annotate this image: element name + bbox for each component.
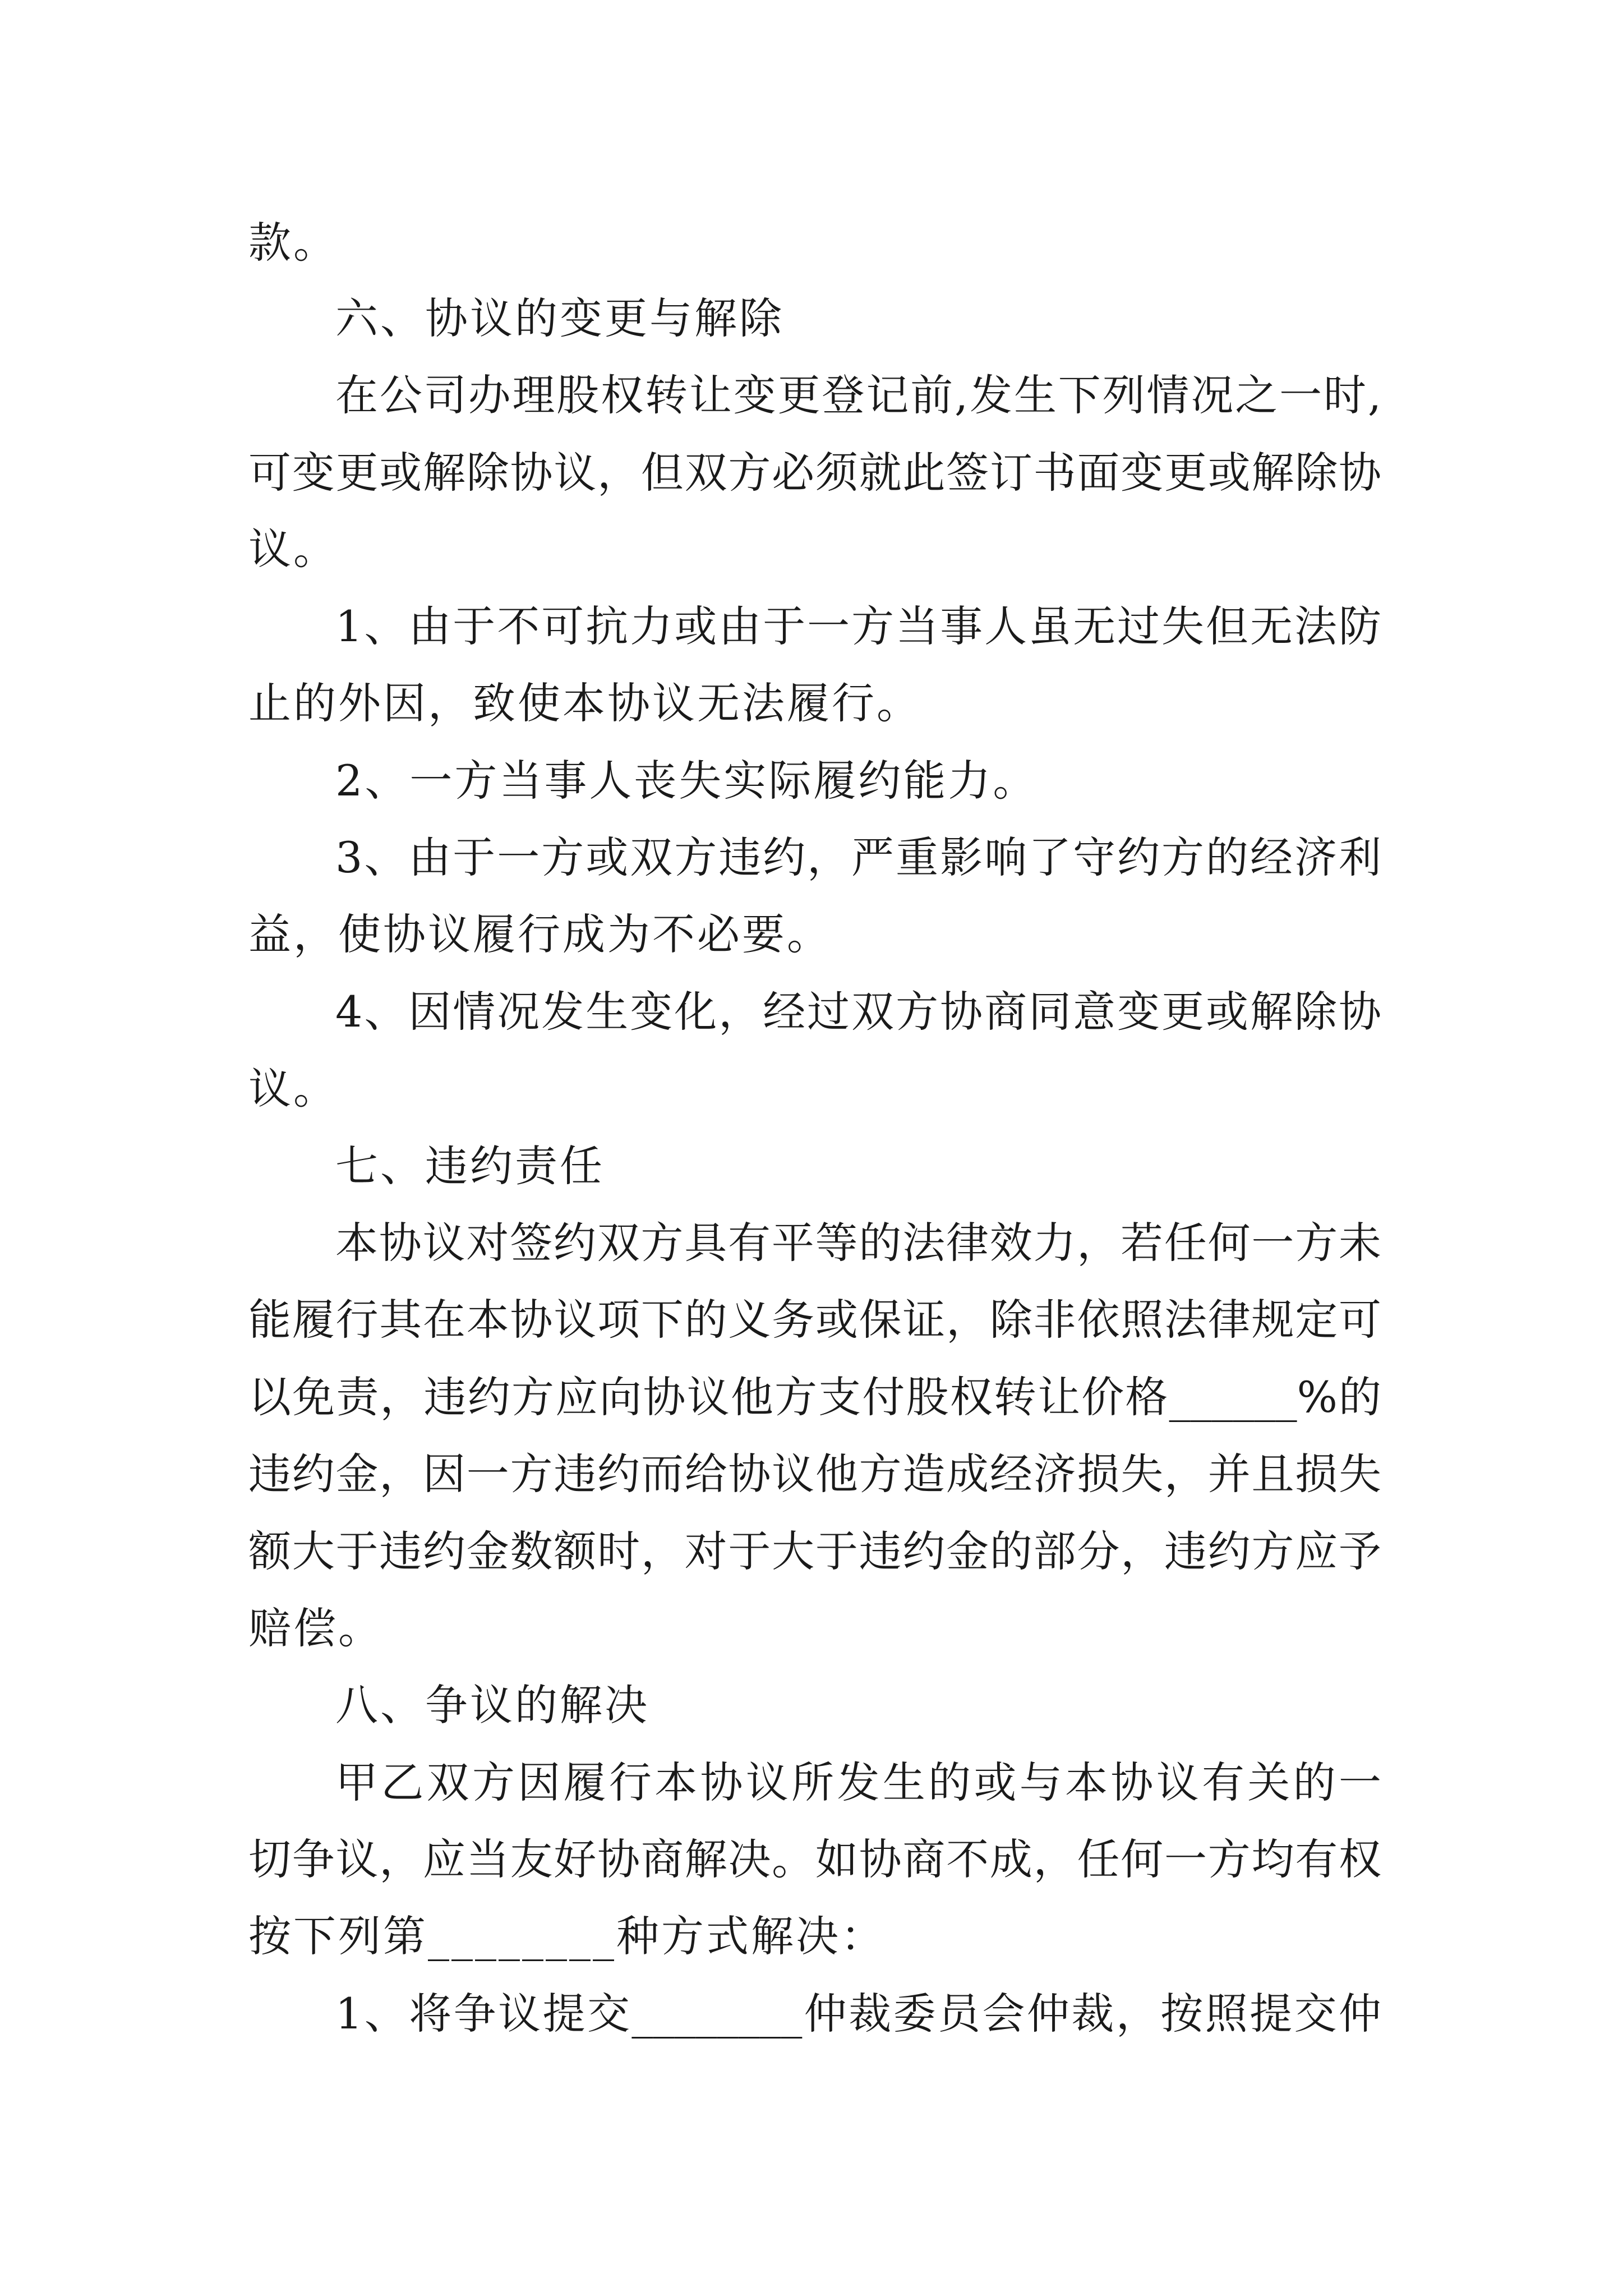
text-line: 在公司办理股权转让变更登记前,发生下列情况之一时,: [335, 370, 1381, 420]
text-line: 3、由于一方或双方违约，严重影响了守约方的经济利: [335, 832, 1381, 882]
section-heading-8: 八、争议的解决: [335, 1680, 649, 1730]
text-line: 2、一方当事人丧失实际履约能力。: [335, 756, 1038, 806]
text-line: 1、将争议提交________仲裁委员会仲裁，按照提交仲: [335, 1989, 1381, 2039]
text-line: 以免责，违约方应向协议他方支付股权转让价格______%的: [248, 1372, 1381, 1422]
text-line: 能履行其在本协议项下的义务或保证，除非依照法律规定可: [248, 1295, 1381, 1345]
text-line: 可变更或解除协议，但双方必须就此签订书面变更或解除协: [248, 448, 1381, 498]
text-line: 按下列第________种方式解决：: [248, 1911, 886, 1961]
text-line: 议。: [248, 524, 338, 574]
text-line: 赔偿。: [248, 1603, 383, 1653]
text-line: 止的外因，致使本协议无法履行。: [248, 678, 921, 728]
text-line: 议。: [248, 1064, 338, 1114]
text-line: 1、由于不可抗力或由于一方当事人虽无过失但无法防: [335, 601, 1381, 651]
section-heading-6: 六、协议的变更与解除: [335, 293, 784, 343]
text-line: 款。: [248, 218, 338, 268]
text-line: 益，使协议履行成为不必要。: [248, 909, 832, 959]
section-heading-7: 七、违约责任: [335, 1141, 605, 1191]
text-line: 4、因情况发生变化，经过双方协商同意变更或解除协: [335, 987, 1381, 1037]
text-line: 本协议对签约双方具有平等的法律效力，若任何一方未: [335, 1218, 1381, 1268]
text-line: 额大于违约金数额时，对于大于违约金的部分，违约方应予: [248, 1526, 1381, 1576]
text-line: 切争议，应当友好协商解决。如协商不成，任何一方均有权: [248, 1834, 1381, 1884]
text-line: 违约金，因一方违约而给协议他方造成经济损失，并且损失: [248, 1449, 1381, 1499]
text-line: 甲乙双方因履行本协议所发生的或与本协议有关的一: [335, 1757, 1381, 1807]
